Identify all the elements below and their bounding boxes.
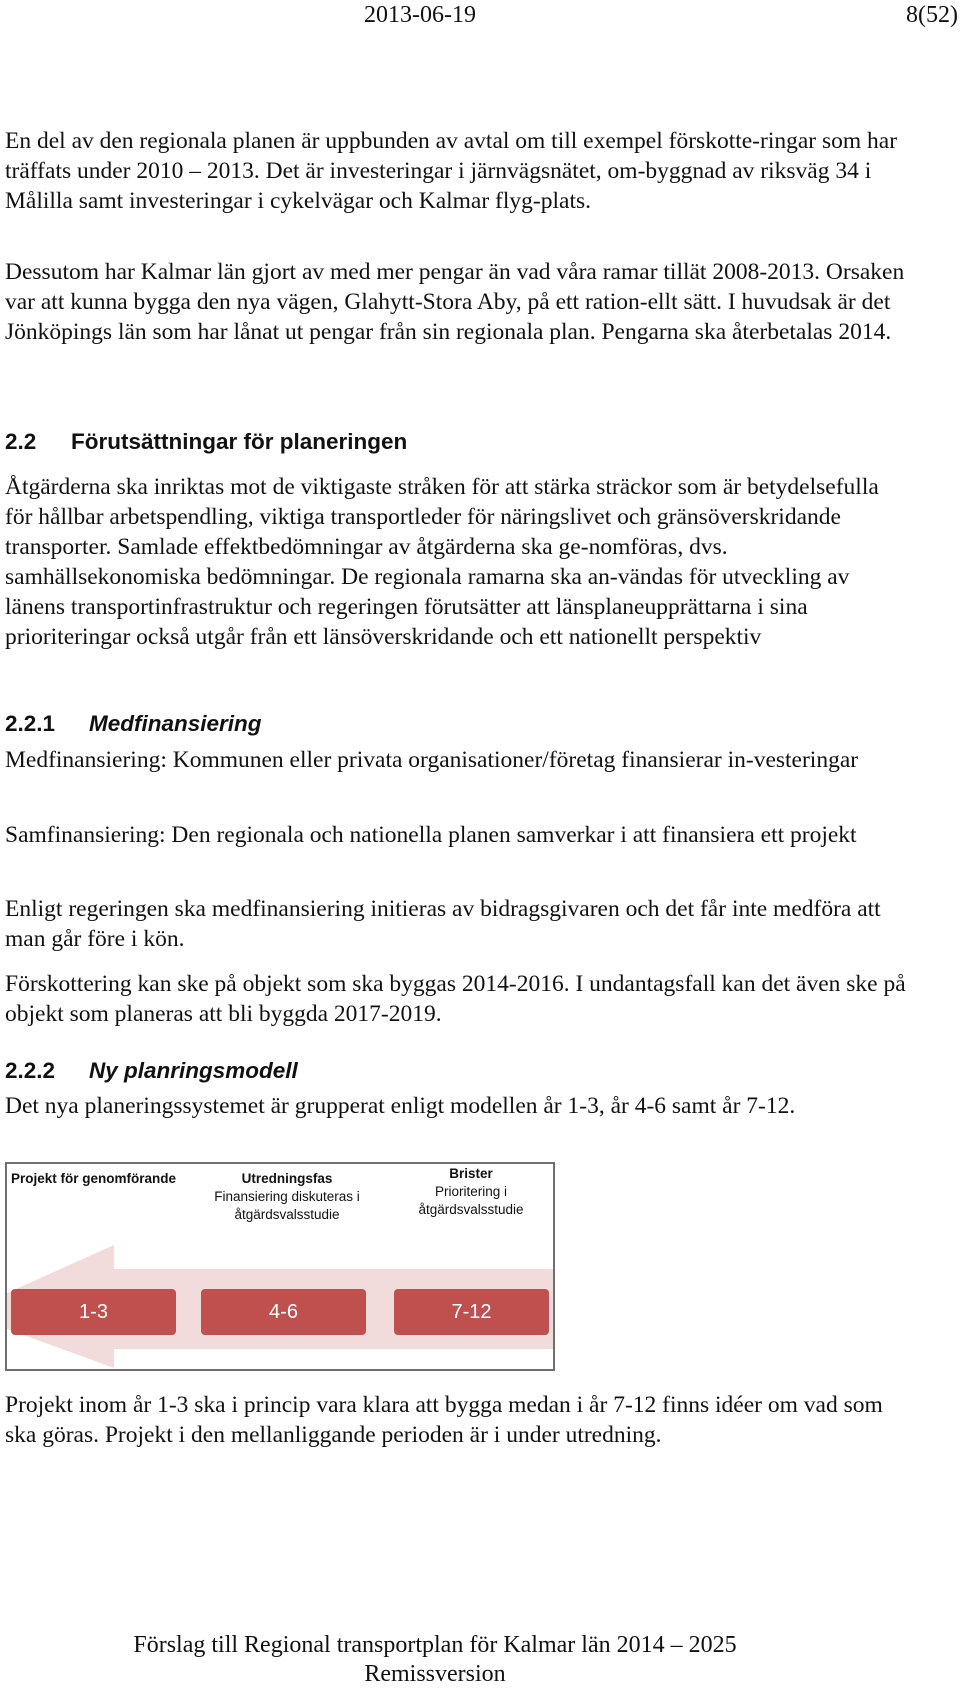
paragraph-planning-model: Det nya planeringssystemet är grupperat enligt modellen år 1-3, år 4-6 samt år 7-12. [5, 1093, 796, 1119]
section-number: 2.2 [5, 429, 37, 454]
paragraph-government: Enligt regeringen ska medfinansiering initieras av bidragsgivaren och det får inte medföra att man går före i kön. [5, 896, 881, 952]
segment-label-1-3: 1-3 [79, 1301, 108, 1323]
segment-label-4-6: 4-6 [269, 1301, 298, 1323]
section-number: 2.2.1 [5, 711, 56, 736]
footer-version: Remissversion [364, 1661, 506, 1687]
paragraph-overspending: Dessutom har Kalmar län gjort av med mer pengar än vad våra ramar tillät 2008-2013. Orsaken var att kunna bygga den nya vägen, Glahytt-Stora Aby, på ett ration-ellt sätt. I huvudsak är det Jönköpings län som har lånat ut pengar från sin regionala plan. Pengarna ska återbetalas 2014. [5, 259, 905, 345]
paragraph-advance-payment: Förskottering kan ske på objekt som ska byggas 2014-2016. I undantagsfall kan det även ske på objekt som planeras att bli byggda 2017-2019. [5, 971, 906, 1027]
section-title: Medfinansiering [89, 711, 262, 736]
section-heading-2-2-1 [5, 711, 262, 737]
footer-title: Förslag till Regional transportplan för Kalmar län 2014 – 2025 [133, 1632, 737, 1658]
header-date: 2013-06-19 [364, 2, 476, 28]
paragraph-co-financing: Medfinansiering: Kommunen eller privata organisationer/företag finansierar in-vesteringar [5, 747, 859, 773]
paragraph-agreements: En del av den regionala planen är uppbunden av avtal om till exempel förskotte-ringar som har träffats under 2010 – 2013. Det är investeringar i järnvägsnätet, om-byggnad av riksväg 34 i Målilla samt investeringar i cykelvägar och Kalmar flyg-plats. [5, 128, 898, 214]
section-heading-2-2 [5, 429, 407, 455]
section-title: Ny planringsmodell [89, 1058, 298, 1083]
section-number: 2.2.2 [5, 1058, 56, 1083]
header-page-number: 8(52) [906, 2, 958, 28]
planning-model-figure [5, 1162, 555, 1371]
figure-label-implementation: Projekt för genomförande [11, 1171, 177, 1186]
figure-label-deficiencies: Brister Prioritering i åtgärdsvalsstudie [418, 1166, 524, 1217]
segment-label-7-12: 7-12 [451, 1301, 492, 1323]
section-title: Förutsättningar för planeringen [71, 429, 408, 454]
paragraph-projects-periods: Projekt inom år 1-3 ska i princip vara klara att bygga medan i år 7-12 finns idéer om vad som ska göras. Projekt i den mellanliggande perioden är i under utredning. [5, 1392, 883, 1448]
paragraph-joint-financing: Samfinansiering: Den regionala och nationella planen samverkar i att finansiera ett projekt [5, 822, 857, 848]
paragraph-prerequisites: Åtgärderna ska inriktas mot de viktigaste stråken för att stärka sträckor som är betydelsefulla för hållbar arbetspendling, viktiga transportleder för näringslivet och gränsöverskridande transporter. Samlade effektbedömningar av åtgärderna ska ge-nomföras, dvs. samhällsekonomiska bedömningar. De regionala ramarna ska an-vändas för utveckling av länens transportinfrastruktur och regeringen förutsätter att länsplaneupprättarna i sina prioriteringar också utgår från ett länsöverskridande och ett nationellt perspektiv [5, 474, 879, 650]
figure-label-investigation: Utredningsfas Finansiering diskuteras i åtgärdsvalsstudie [214, 1171, 360, 1222]
section-heading-2-2-2 [5, 1058, 298, 1084]
